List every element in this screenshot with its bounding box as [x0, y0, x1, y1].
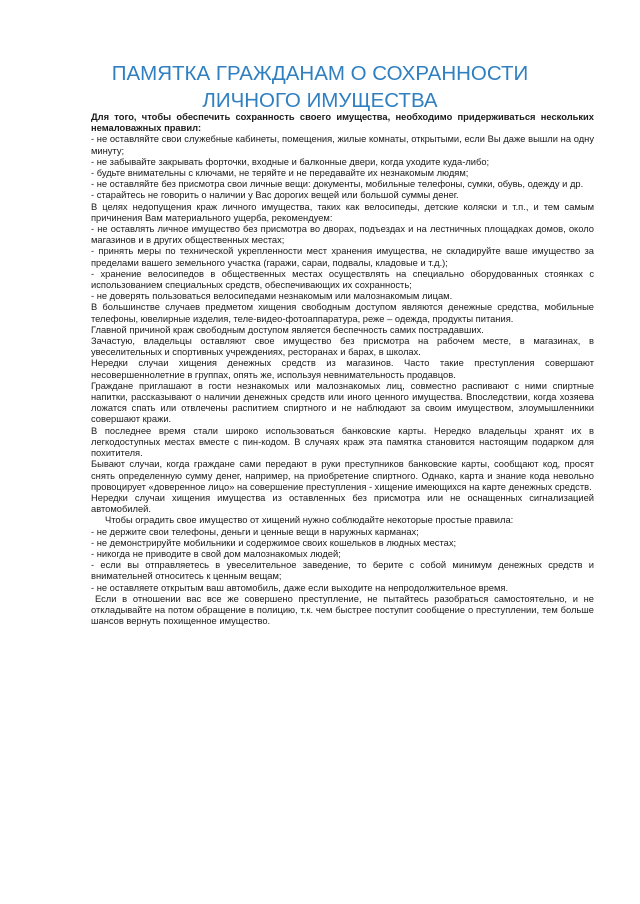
rule-item: - хранение велосипедов в общественных местах осуществлять на специально оборудованных стоянках с использованием специальных средств, обеспечивающих их сохранность;: [91, 268, 594, 291]
paragraph: Нередки случаи хищения денежных средств из магазинов. Часто такие преступления совершают несовершеннолетние в группах, опять же, используя невнимательность продавцов.: [91, 358, 594, 380]
rule-item: - старайтесь не говорить о наличии у Вас дорогих вещей или большой суммы денег.: [91, 190, 459, 201]
paragraph: В большинстве случаев предметом хищения свободным доступом являются денежные средства, мобильные телефоны, ювелирные изделия, теле-видео-фотоаппаратура, реже – одежда, продукты питания.: [91, 302, 594, 324]
rule-item: - принять меры по технической укрепленности мест хранения имущества, не складируйте ваше имущество за пределами вашего земельного участка (гаражи, сараи, подвалы, кладовые и т.д.);: [91, 246, 594, 268]
rule-item: - не оставляете открытым ваш автомобиль, даже если выходите на непродолжительное время.: [91, 582, 509, 593]
page-title: [60, 60, 580, 114]
title-line-1: ПАМЯТКА ГРАЖДАНАМ О СОХРАННОСТИ: [111, 62, 529, 85]
rule-item: - не забывайте закрывать форточки, входные и балконные двери, когда уходите куда-либо;: [91, 156, 490, 167]
paragraph: Главной причиной краж свободным доступом является беспечность самих пострадавших.: [91, 324, 484, 335]
intro-paragraph: Для того, чтобы обеспечить сохранность своего имущества, необходимо придерживаться нескольких немаловажных правил:: [91, 112, 594, 134]
paragraph: Чтобы оградить свое имущество от хищений нужно соблюдайте некоторые простые правила:: [105, 515, 514, 526]
rule-item: - будьте внимательны с ключами, не теряйте и не передавайте их незнакомым людям;: [91, 168, 469, 179]
paragraph: Бывают случаи, когда граждане сами передают в руки преступников банковские карты, сообщают код, просят снять определенную сумму денег, например, на приобретение спиртного. Однако, карта и знание кода невольно провоцирует «доверенное лицо» на совершение преступления - хищение имеющихся на карте денежных средств.: [91, 459, 594, 492]
rule-item: - никогда не приводите в свой дом малознакомых людей;: [91, 548, 341, 559]
paragraph: Граждане приглашают в гости незнакомых или малознакомых лиц, совместно распивают с ними спиртные напитки, рассказывают о наличии денежных средств или иного ценного имущества. Впоследствии, когда хозяева ложатся спать или отвлечены распитием спиртного и не наблюдают за своим имуществом, злоумышленники совершают кражи.: [91, 380, 594, 425]
rule-item: - не оставляйте свои служебные кабинеты, помещения, жилые комнаты, открытыми, если Вы даже вышли на одну минуту;: [91, 134, 594, 156]
rule-item: - не доверять пользоваться велосипедами незнакомым или малознакомым лицам.: [91, 291, 453, 302]
rule-item: - если вы отправляетесь в увеселительное заведение, то берите с собой минимум денежных средств и внимательней относитесь к ценным вещам;: [91, 560, 594, 582]
title-line-2: ЛИЧНОГО ИМУЩЕСТВА: [202, 89, 438, 112]
paragraph: Зачастую, владельцы оставляют свое имущество без присмотра на рабочем месте, в магазинах, в увеселительных и спортивных учреждениях, ресторанах и барах, в школах.: [91, 336, 594, 358]
rule-item: - не оставляйте без присмотра свои личные вещи: документы, мобильные телефоны, сумки, обувь, одежду и др.: [91, 179, 584, 190]
rule-item: - не держите свои телефоны, деньги и ценные вещи в наружных карманах;: [91, 526, 419, 537]
rule-item: - не демонстрируйте мобильники и содержимое своих кошельков в людных местах;: [91, 537, 457, 548]
closing-paragraph: Если в отношении вас все же совершено преступление, не пытайтесь разобраться самостоятельно, и не откладывайте на потом обращение в полицию, т.к. чем быстрее поступит сообщение о преступлении, тем больше шансов вернуть похищенное имущество.: [91, 593, 594, 627]
rule-item: - не оставлять личное имущество без присмотра во дворах, подъездах и на лестничных площадках домов, около магазинов и в других общественных местах;: [91, 224, 594, 246]
paragraph: Нередки случаи хищения имущества из оставленных без присмотра или не оснащенных сигнализацией автомобилей.: [91, 492, 594, 515]
paragraph: В целях недопущения краж личного имущества, таких как велосипеды, детские коляски и т.п., и тем самым причинения Вам материального ущерба, рекомендуем:: [91, 201, 594, 223]
paragraph: В последнее время стали широко использоваться банковские карты. Нередко владельцы хранят их в легкодоступных местах вместе с пин-кодом. В случаях краж эта памятка становится настоящим подарком для похитителя.: [91, 425, 594, 459]
memo-body: [91, 112, 594, 627]
